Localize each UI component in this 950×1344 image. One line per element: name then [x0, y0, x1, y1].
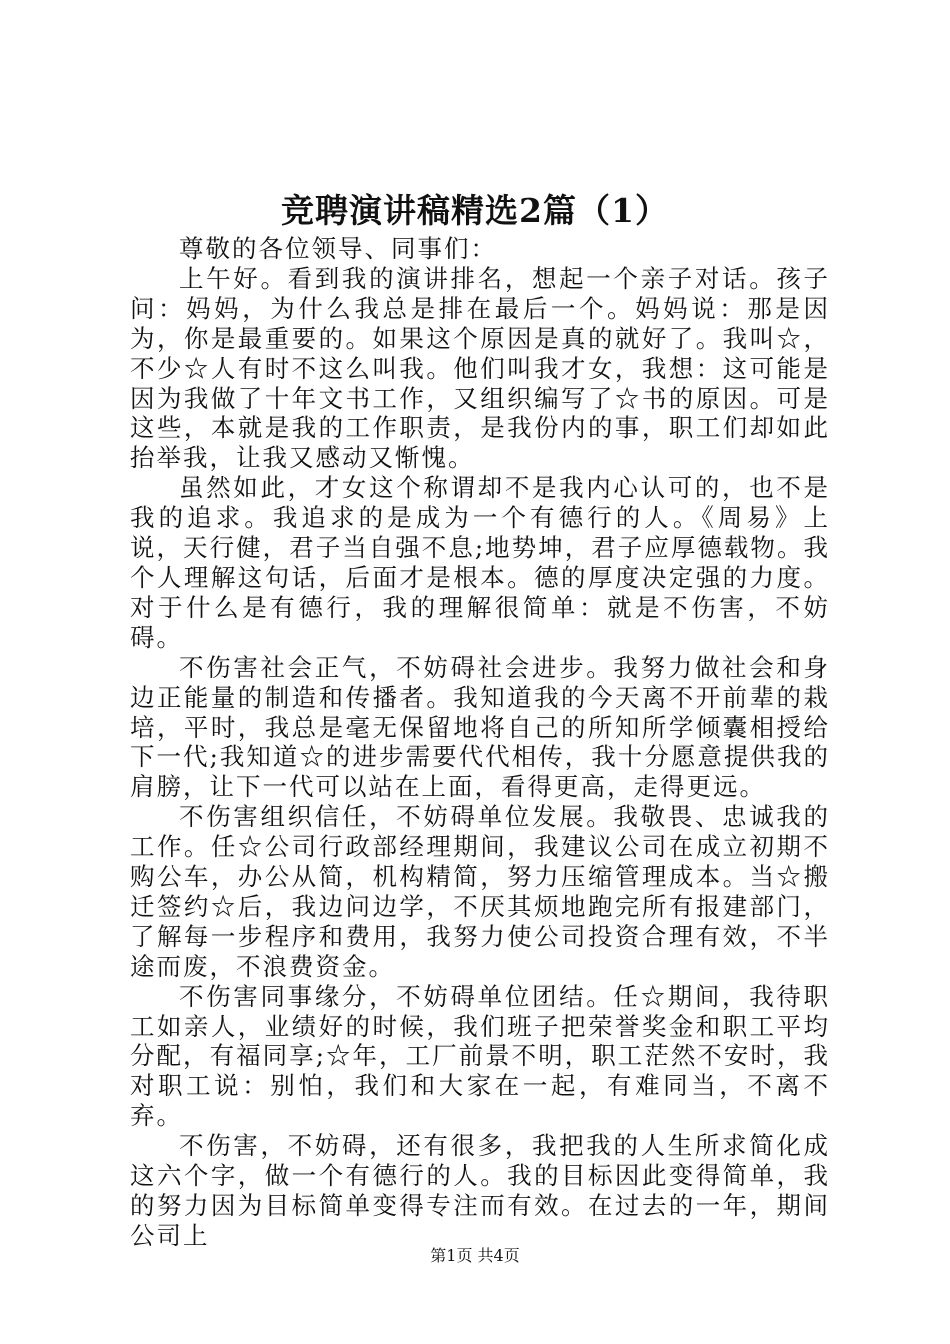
body-paragraph: 不伤害同事缘分，不妨碍单位团结。任☆期间，我待职工如亲人，业绩好的时候，我们班子把荣誉奖金和职工平均分配，有福同享;☆年，工厂前景不明，职工茫然不安时，我对职工说：别怕，我们和大家在一起，有难同当，不离不弃。 — [130, 981, 830, 1131]
body-paragraph: 虽然如此，才女这个称谓却不是我内心认可的，也不是我的追求。我追求的是成为一个有德行的人。《周易》上说，天行健，君子当自强不息;地势坤，君子应厚德载物。我个人理解这句话，后面才是根本。德的厚度决定强的力度。对于什么是有德行，我的理解很简单：就是不伤害，不妨碍。 — [130, 473, 830, 652]
body-paragraph: 不伤害社会正气，不妨碍社会进步。我努力做社会和身边正能量的制造和传播者。我知道我的今天离不开前辈的栽培，平时，我总是毫无保留地将自己的所知所学倾囊相授给下一代;我知道☆的进步需要代代相传，我十分愿意提供我的肩膀，让下一代可以站在上面，看得更高，走得更远。 — [130, 652, 830, 802]
document-title: 竞聘演讲稿精选2篇（1） — [281, 191, 669, 230]
body-paragraph: 不伤害组织信任，不妨碍单位发展。我敬畏、忠诚我的工作。任☆公司行政部经理期间，我建议公司在成立初期不购公车，办公从简，机构精简，努力压缩管理成本。当☆搬迁签约☆后，我边问边学，不厌其烦地跑完所有报建部门，了解每一步程序和费用，我努力使公司投资合理有效，不半途而废，不浪费资金。 — [130, 802, 830, 981]
body-paragraph: 上午好。看到我的演讲排名，想起一个亲子对话。孩子问：妈妈，为什么我总是排在最后一个。妈妈说：那是因为，你是最重要的。如果这个原因是真的就好了。我叫☆，不少☆人有时不这么叫我。他们叫我才女，我想：这可能是因为我做了十年文书工作，又组织编写了☆书的原因。可是这些，本就是我的工作职责，是我份内的事，职工们却如此抬举我，让我又感动又惭愧。 — [130, 263, 830, 473]
body-paragraph: 不伤害，不妨碍，还有很多，我把我的人生所求简化成这六个字，做一个有德行的人。我的目标因此变得简单，我的努力因为目标简单变得专注而有效。在过去的一年，期间公司上 — [130, 1131, 830, 1250]
page-number-footer: 第1页 共4页 — [430, 1246, 520, 1265]
document-body — [130, 234, 830, 1251]
salutation-paragraph: 尊敬的各位领导、同事们： — [179, 234, 497, 263]
